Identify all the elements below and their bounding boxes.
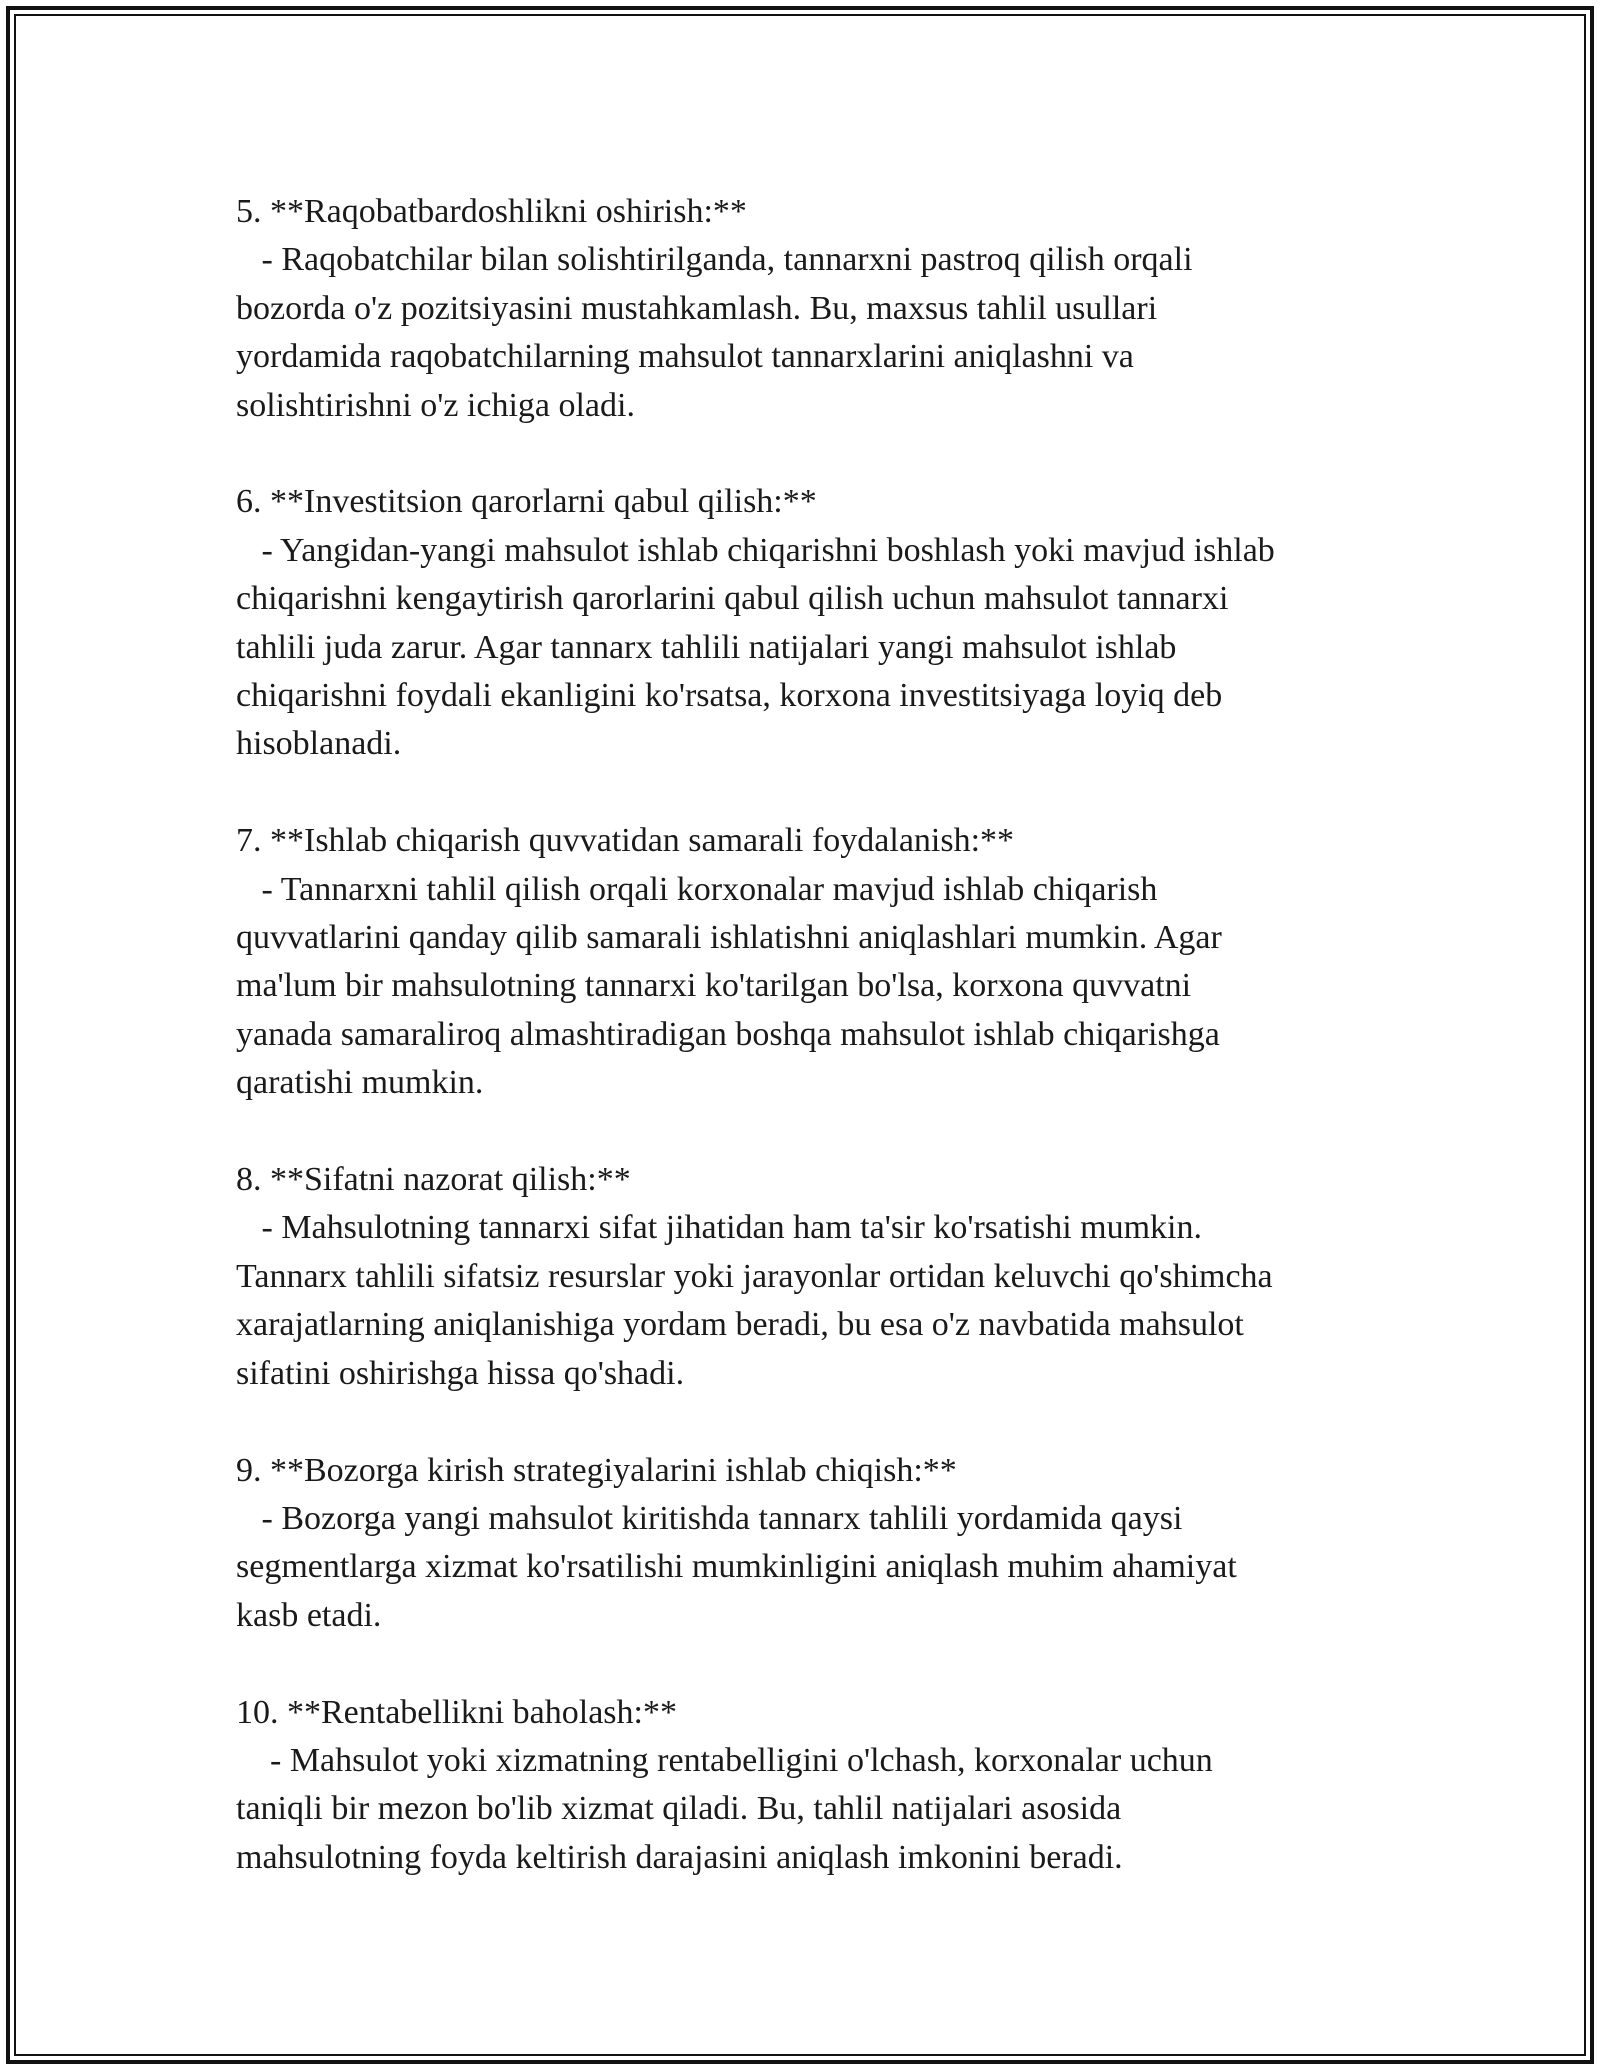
section-body: - Tannarxni tahlil qilish orqali korxonalar mavjud ishlab chiqarish quvvatlarini qanday qilib samarali ishlatishni aniqlashlari mumkin. Agar ma'lum bir mahsulotning tannarxi ko'tarilgan bo'lsa, korxona quvvatni yanada samaraliroq almashtiradigan boshqa mahsulot ishlab chiqarishga qaratishi mumkin.: [236, 870, 1222, 1102]
document-content: [236, 188, 1416, 1882]
section-heading: 10. **Rentabellikni baholash:**: [236, 1693, 677, 1731]
section-body: - Mahsulot yoki xizmatning rentabelligini o'lchash, korxonalar uchun taniqli bir mezon bo'lib xizmat qiladi. Bu, tahlil natijalari asosida mahsulotning foyda keltirish darajasini aniqlash imkonini beradi.: [236, 1741, 1213, 1876]
section-heading: 8. **Sifatni nazorat qilish:**: [236, 1161, 631, 1199]
section-body: - Mahsulotning tannarxi sifat jihatidan ham ta'sir ko'rsatishi mumkin. Tannarx tahlili sifatsiz resurslar yoki jarayonlar ortidan keluvchi qo'shimcha xarajatlarning aniqlanishiga yordam beradi, bu esa o'z navbatida mahsulot sifatini oshirishga hissa qo'shadi.: [236, 1209, 1273, 1392]
section-8: [236, 1156, 1416, 1398]
section-heading: 5. **Raqobatbardoshlikni oshirish:**: [236, 193, 747, 230]
section-9: [236, 1447, 1416, 1641]
section-7: [236, 817, 1416, 1107]
section-5: [236, 188, 1416, 430]
section-10: [236, 1689, 1416, 1883]
section-body: - Raqobatchilar bilan solishtirilganda, tannarxni pastroq qilish orqali bozorda o'z pozitsiyasini mustahkamlash. Bu, maxsus tahlil usullari yordamida raqobatchilarning mahsulot tannarxlarini aniqlashni va solishtirishni o'z ichiga oladi.: [236, 241, 1193, 424]
section-body: - Bozorga yangi mahsulot kiritishda tannarx tahlili yordamida qaysi segmentlarga xizmat ko'rsatilishi mumkinligini aniqlash muhim ahamiyat kasb etadi.: [236, 1499, 1237, 1634]
section-6: [236, 478, 1416, 768]
section-heading: 9. **Bozorga kirish strategiyalarini ishlab chiqish:**: [236, 1451, 957, 1489]
section-heading: 6. **Investitsion qarorlarni qabul qilish:**: [236, 483, 817, 521]
section-heading: 7. **Ishlab chiqarish quvvatidan samarali foydalanish:**: [236, 822, 1015, 860]
section-body: - Yangidan-yangi mahsulot ishlab chiqarishni boshlash yoki mavjud ishlab chiqarishni kengaytirish qarorlarini qabul qilish uchun mahsulot tannarxi tahlili juda zarur. Agar tannarx tahlili natijalari yangi mahsulot ishlab chiqarishni foydali ekanligini ko'rsatsa, korxona investitsiyaga loyiq deb hisoblanadi.: [236, 531, 1275, 763]
